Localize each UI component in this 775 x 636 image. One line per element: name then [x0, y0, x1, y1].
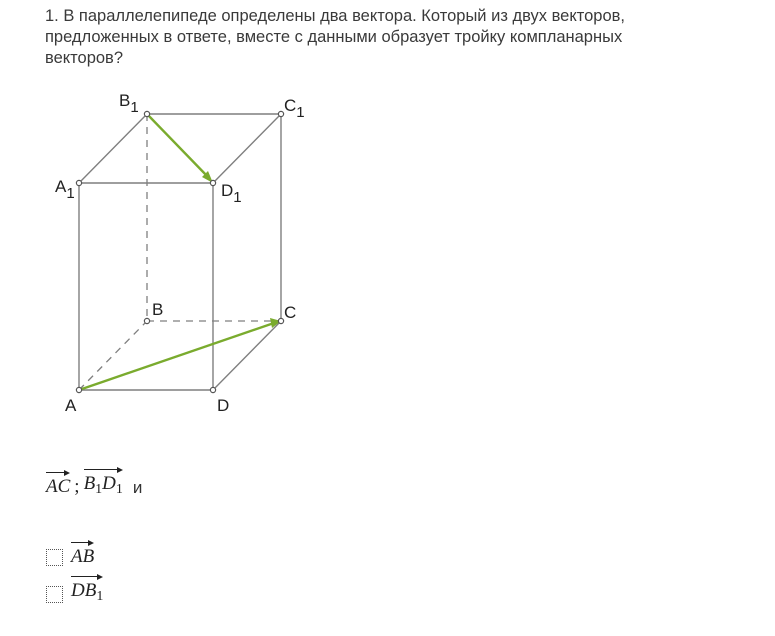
label-c1: C1 — [284, 96, 305, 121]
given-vectors — [46, 465, 142, 498]
vertex-c — [278, 318, 283, 323]
label-a1: A1 — [55, 177, 75, 202]
vector-ac: AC — [46, 468, 70, 498]
label-d1: D1 — [221, 181, 242, 206]
label-d: D — [217, 396, 230, 415]
label-b1: B1 — [119, 91, 139, 116]
vector-b1-d1 — [147, 114, 209, 178]
option-ab-label: AB — [71, 538, 94, 568]
vector-separator: ; — [74, 476, 80, 497]
vector-b1d1: $B_1D_1$ — [84, 465, 123, 498]
edge-d1-c1 — [213, 114, 281, 183]
question-text: 1. В параллелепипеде определены два вектора. Который из двух векторов, предложенных в ответе, вместе с данными образует тройку компланарных векторов? — [45, 7, 625, 67]
vertex-b1 — [144, 111, 149, 116]
vertex-d — [210, 387, 215, 392]
option-db1[interactable] — [46, 572, 103, 605]
edge-a-b — [79, 321, 147, 390]
option-db1-label: $DB_1$ — [71, 572, 103, 605]
label-b: B — [152, 300, 164, 319]
vertex-d1 — [210, 180, 215, 185]
vertex-b — [144, 318, 149, 323]
vertex-a1 — [76, 180, 81, 185]
label-a: A — [65, 396, 77, 415]
label-c: C — [284, 303, 297, 322]
vertex-a — [76, 387, 81, 392]
option-ab-checkbox[interactable] — [46, 549, 63, 566]
conjunction-text: и — [132, 478, 143, 497]
edge-a1-b1 — [79, 114, 147, 183]
vertex-c1 — [278, 111, 283, 116]
option-db1-checkbox[interactable] — [46, 586, 63, 603]
vector-a-c — [79, 323, 274, 390]
option-ab[interactable] — [46, 538, 94, 568]
